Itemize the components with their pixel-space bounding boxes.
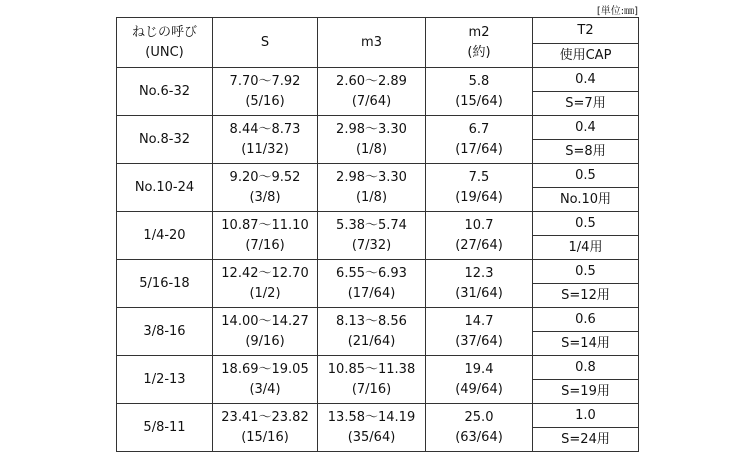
header-s: S — [213, 18, 318, 68]
s-cell-fraction: (3/8) — [249, 189, 281, 205]
s-cell-value: 23.41～23.82 — [221, 409, 309, 425]
m3-cell-fraction: (1/8) — [355, 141, 388, 157]
cap-cell: S=19用 — [533, 380, 639, 404]
table-row — [117, 164, 639, 188]
s-cell — [213, 68, 318, 116]
size-cell: 3/8-16 — [117, 308, 213, 356]
m2-cell — [426, 116, 533, 164]
cap-cell: S=14用 — [533, 332, 639, 356]
t2-cell: 0.8 — [533, 356, 639, 380]
m2-cell-fraction: (19/64) — [455, 189, 503, 205]
m3-cell-fraction: (1/8) — [355, 189, 388, 205]
s-cell — [213, 212, 318, 260]
m3-cell-value: 2.98～3.30 — [336, 121, 407, 137]
unit-note: [単位:㎜] — [596, 6, 638, 17]
s-cell-value: 18.69～19.05 — [221, 361, 309, 377]
size-cell: 1/2-13 — [117, 356, 213, 404]
m3-cell-value: 10.85～11.38 — [327, 361, 416, 377]
m3-cell-fraction: (17/64) — [347, 285, 396, 301]
header-row — [117, 18, 639, 44]
t2-cell: 1.0 — [533, 404, 639, 428]
table-row — [117, 356, 639, 380]
s-cell-value: 7.70～7.92 — [229, 73, 301, 89]
s-cell — [213, 260, 318, 308]
s-cell-value: 8.44～8.73 — [229, 121, 301, 137]
s-cell-value: 9.20～9.52 — [229, 169, 301, 185]
size-cell: 1/4-20 — [117, 212, 213, 260]
m2-cell — [426, 404, 533, 452]
header-m2 — [426, 18, 533, 68]
m2-cell-value: 12.3 — [464, 265, 494, 281]
size-cell: No.10-24 — [117, 164, 213, 212]
m2-cell-fraction: (27/64) — [455, 237, 503, 253]
m2-cell-value: 5.8 — [468, 73, 490, 89]
m2-cell-fraction: (31/64) — [455, 285, 503, 301]
table-row — [117, 260, 639, 284]
m3-cell — [318, 68, 426, 116]
s-cell — [213, 356, 318, 404]
table-row — [117, 116, 639, 140]
m2-cell — [426, 308, 533, 356]
m3-cell — [318, 308, 426, 356]
spec-table-body — [117, 18, 639, 452]
m3-cell-fraction: (7/32) — [351, 237, 392, 253]
s-cell-fraction: (7/16) — [245, 237, 285, 253]
s-cell-fraction: (3/4) — [249, 381, 281, 397]
t2-cell: 0.4 — [533, 116, 639, 140]
m2-cell-fraction: (49/64) — [455, 381, 503, 397]
cap-cell: S=12用 — [533, 284, 639, 308]
s-cell — [213, 404, 318, 452]
s-cell-value: 10.87～11.10 — [221, 217, 309, 233]
header-m2-label: m2 — [468, 24, 490, 40]
s-cell-value: 14.00～14.27 — [221, 313, 309, 329]
s-cell — [213, 116, 318, 164]
header-t2: T2 — [533, 18, 639, 44]
m3-cell — [318, 116, 426, 164]
m2-cell-fraction: (15/64) — [455, 93, 503, 109]
t2-cell: 0.6 — [533, 308, 639, 332]
m2-cell — [426, 260, 533, 308]
m3-cell-value: 2.98～3.30 — [336, 169, 407, 185]
m2-cell-value: 14.7 — [464, 313, 494, 329]
header-size — [117, 18, 213, 68]
cap-cell: No.10用 — [533, 188, 639, 212]
header-m2-approx: (約) — [467, 44, 491, 60]
size-cell: No.8-32 — [117, 116, 213, 164]
m2-cell-fraction: (37/64) — [455, 333, 503, 349]
header-cap: 使用CAP — [533, 44, 639, 68]
table-row — [117, 68, 639, 92]
m2-cell-value: 7.5 — [468, 169, 490, 185]
m3-cell — [318, 164, 426, 212]
m3-cell-fraction: (35/64) — [347, 429, 396, 445]
m3-cell-value: 13.58～14.19 — [327, 409, 416, 425]
m2-cell — [426, 164, 533, 212]
t2-cell: 0.5 — [533, 212, 639, 236]
m3-cell-fraction: (7/64) — [351, 93, 392, 109]
m2-cell-value: 10.7 — [464, 217, 494, 233]
m3-cell-fraction: (21/64) — [347, 333, 396, 349]
m2-cell — [426, 356, 533, 404]
size-cell: No.6-32 — [117, 68, 213, 116]
s-cell-fraction: (11/32) — [241, 141, 289, 157]
s-cell-fraction: (1/2) — [249, 285, 281, 301]
m3-cell — [318, 212, 426, 260]
header-size-label: ねじの呼び — [131, 24, 197, 40]
t2-cell: 0.5 — [533, 164, 639, 188]
table-row — [117, 404, 639, 428]
header-size-standard: (UNC) — [145, 44, 184, 60]
m3-cell-value: 2.60～2.89 — [336, 73, 407, 89]
size-cell: 5/8-11 — [117, 404, 213, 452]
m2-cell — [426, 212, 533, 260]
spec-table — [116, 17, 639, 452]
cap-cell: 1/4用 — [533, 236, 639, 260]
s-cell-value: 12.42～12.70 — [221, 265, 309, 281]
m2-cell-fraction: (17/64) — [455, 141, 503, 157]
m2-cell-value: 19.4 — [464, 361, 494, 377]
t2-cell: 0.5 — [533, 260, 639, 284]
cap-cell: S=24用 — [533, 428, 639, 452]
size-cell: 5/16-18 — [117, 260, 213, 308]
m3-cell-value: 8.13～8.56 — [336, 313, 407, 329]
m3-cell — [318, 404, 426, 452]
s-cell — [213, 164, 318, 212]
t2-cell: 0.4 — [533, 68, 639, 92]
table-row — [117, 308, 639, 332]
s-cell — [213, 308, 318, 356]
cap-cell: S=7用 — [533, 92, 639, 116]
m3-cell-fraction: (7/16) — [351, 381, 392, 397]
s-cell-fraction: (9/16) — [245, 333, 285, 349]
m3-cell-value: 6.55～6.93 — [336, 265, 407, 281]
header-m3: m3 — [318, 18, 426, 68]
m2-cell — [426, 68, 533, 116]
m2-cell-value: 6.7 — [468, 121, 490, 137]
s-cell-fraction: (15/16) — [241, 429, 289, 445]
m2-cell-fraction: (63/64) — [455, 429, 503, 445]
m3-cell-value: 5.38～5.74 — [336, 217, 407, 233]
s-cell-fraction: (5/16) — [245, 93, 285, 109]
m3-cell — [318, 356, 426, 404]
m3-cell — [318, 260, 426, 308]
m2-cell-value: 25.0 — [464, 409, 494, 425]
cap-cell: S=8用 — [533, 140, 639, 164]
table-row — [117, 212, 639, 236]
